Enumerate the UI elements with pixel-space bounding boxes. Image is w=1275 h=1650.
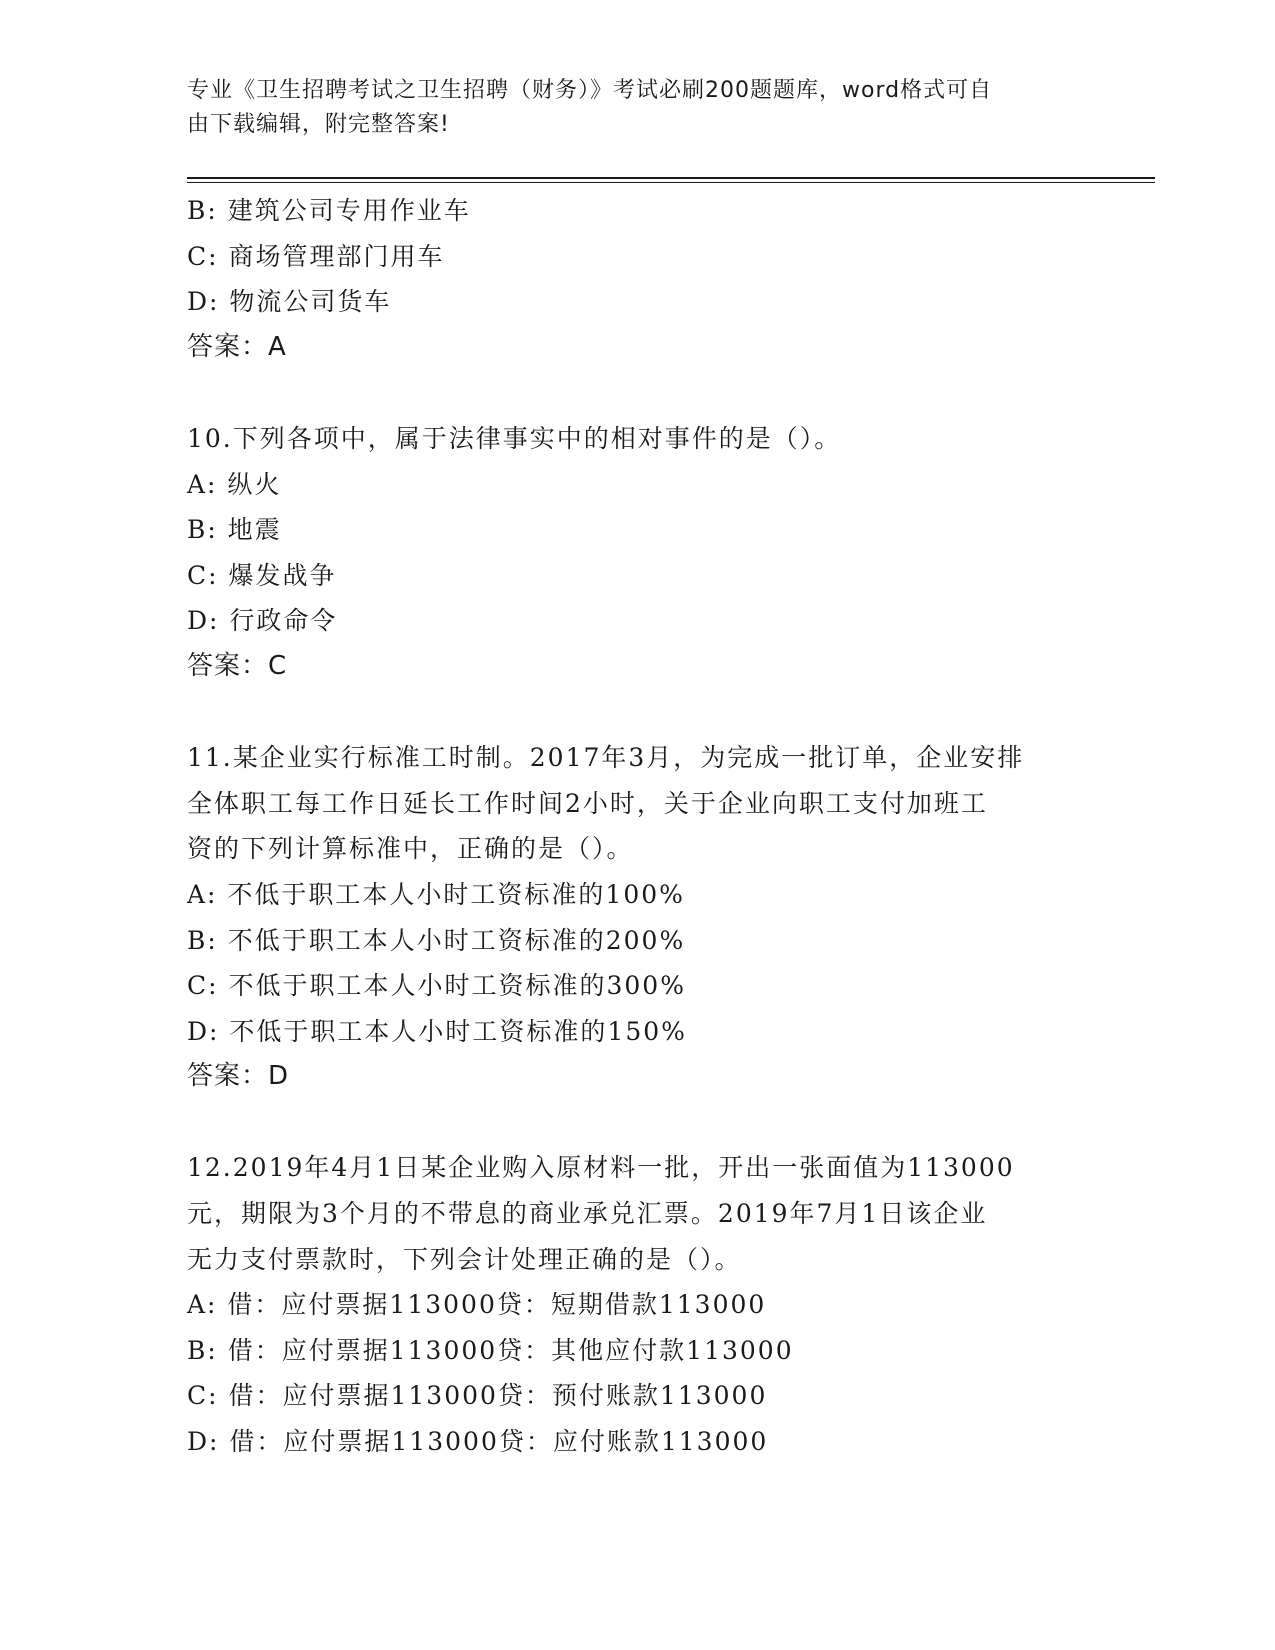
question-stem: 全体职工每工作日延长工作时间2小时，关于企业向职工支付加班工	[187, 788, 988, 818]
option-line: D: 不低于职工本人小时工资标准的150%	[187, 1016, 687, 1046]
option-line: C: 不低于职工本人小时工资标准的300%	[187, 971, 686, 1001]
option-line: C: 借：应付票据113000贷：预付账款113000	[187, 1381, 768, 1411]
question-12	[187, 1145, 1087, 1464]
option-line: D: 借：应付票据113000贷：应付账款113000	[187, 1427, 769, 1457]
option-line: B: 地震	[187, 515, 282, 545]
option-line: A: 借：应付票据113000贷：短期借款113000	[187, 1290, 767, 1320]
header-divider-thin	[187, 182, 1155, 183]
option-line: C: 商场管理部门用车	[187, 241, 445, 271]
answer-line: 答案：D	[187, 1061, 290, 1092]
question-stem: 10.下列各项中，属于法律事实中的相对事件的是（）。	[187, 423, 842, 453]
spacer	[187, 1100, 1087, 1146]
option-line: A: 不低于职工本人小时工资标准的100%	[187, 879, 685, 909]
question-9-continued	[187, 188, 1087, 370]
question-stem: 12.2019年4月1日某企业购入原材料一批，开出一张面值为113000	[187, 1153, 1015, 1183]
question-10	[187, 416, 1087, 690]
spacer	[187, 370, 1087, 416]
option-line: A: 纵火	[187, 469, 282, 499]
header-divider-thick	[187, 177, 1155, 179]
option-line: C: 爆发战争	[187, 560, 337, 590]
question-stem: 元，期限为3个月的不带息的商业承兑汇票。2019年7月1日该企业	[187, 1199, 988, 1229]
option-line: B: 不低于职工本人小时工资标准的200%	[187, 925, 686, 955]
header-line-2: 由下载编辑，附完整答案!	[187, 112, 450, 137]
option-line: D: 行政命令	[187, 606, 338, 636]
option-line: D: 物流公司货车	[187, 287, 392, 317]
option-line: B: 建筑公司专用作业车	[187, 196, 471, 225]
question-stem: 资的下列计算标准中，正确的是（）。	[187, 834, 634, 864]
header-line-1: 专业《卫生招聘考试之卫生招聘（财务）》考试必刷200题题库，word格式可自	[187, 78, 993, 103]
question-stem: 无力支付票款时，下列会计处理正确的是（）。	[187, 1244, 742, 1274]
document-header	[187, 74, 1067, 142]
answer-line: 答案：C	[187, 650, 288, 681]
question-list	[187, 188, 1087, 1465]
spacer	[187, 690, 1087, 736]
question-stem: 11.某企业实行标准工时制。2017年3月，为完成一批订单，企业安排	[187, 743, 1025, 773]
question-11	[187, 735, 1087, 1100]
option-line: B: 借：应付票据113000贷：其他应付款113000	[187, 1335, 794, 1365]
answer-line: 答案：A	[187, 331, 287, 362]
